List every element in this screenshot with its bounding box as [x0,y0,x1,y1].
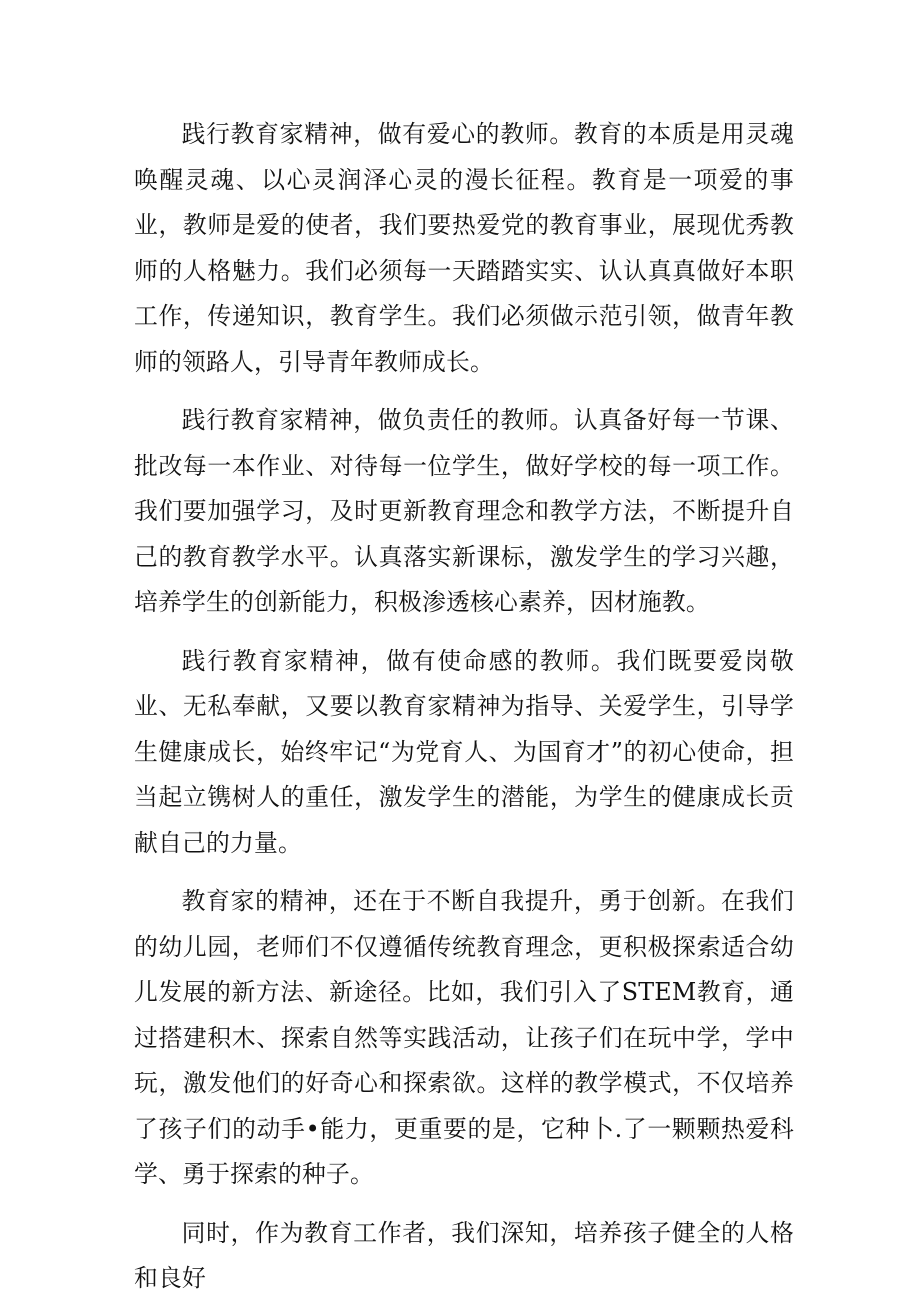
paragraph: 践行教育家精神，做负责任的教师。认真备好每一节课、批改每一本作业、对待每一位学生，做好学校的每一项工作。我们要加强学习，及时更新教育理念和教学方法，不断提升自己的教育教学水平。认真落实新课标，激发学生的学习兴趣，培养学生的创新能力，积极渗透核心素养，因材施教。 [134,406,794,616]
paragraph: 践行教育家精神，做有爱心的教师。教育的本质是用灵魂唤醒灵魂、以心灵润泽心灵的漫长征程。教育是一项爱的事业，教师是爱的使者，我们要热爱党的教育事业，展现优秀教师的人格魅力。我们必须每一天踏踏实实、认认真真做好本职工作，传递知识，教育学生。我们必须做示范引领，做青年教师的领路人，引导青年教师成长。 [134,120,794,376]
paragraph: 教育家的精神，还在于不断自我提升，勇于创新。在我们的幼儿园，老师们不仅遵循传统教育理念，更积极探索适合幼儿发展的新方法、新途径。比如，我们引入了STEM教育，通过搭建积木、探索自然等实践活动，让孩子们在玩中学，学中玩，激发他们的好奇心和探索欲。这样的教学模式，不仅培养了孩子们的动手•能力，更重要的是，它种卜.了一颗颗热爱科学、勇于探索的种子。 [134,887,794,1188]
paragraph: 同时，作为教育工作者，我们深知，培养孩子健全的人格和良好 [134,1218,794,1292]
paragraph: 践行教育家精神，做有使命感的教师。我们既要爱岗敬业、无私奉献，又要以教育家精神为指导、关爱学生，引导学生健康成长，始终牢记“为党育人、为国育才”的初心使命，担当起立镌树人的重任，激发学生的潜能，为学生的健康成长贡献自己的力量。 [134,646,794,857]
document-body [134,112,794,1315]
